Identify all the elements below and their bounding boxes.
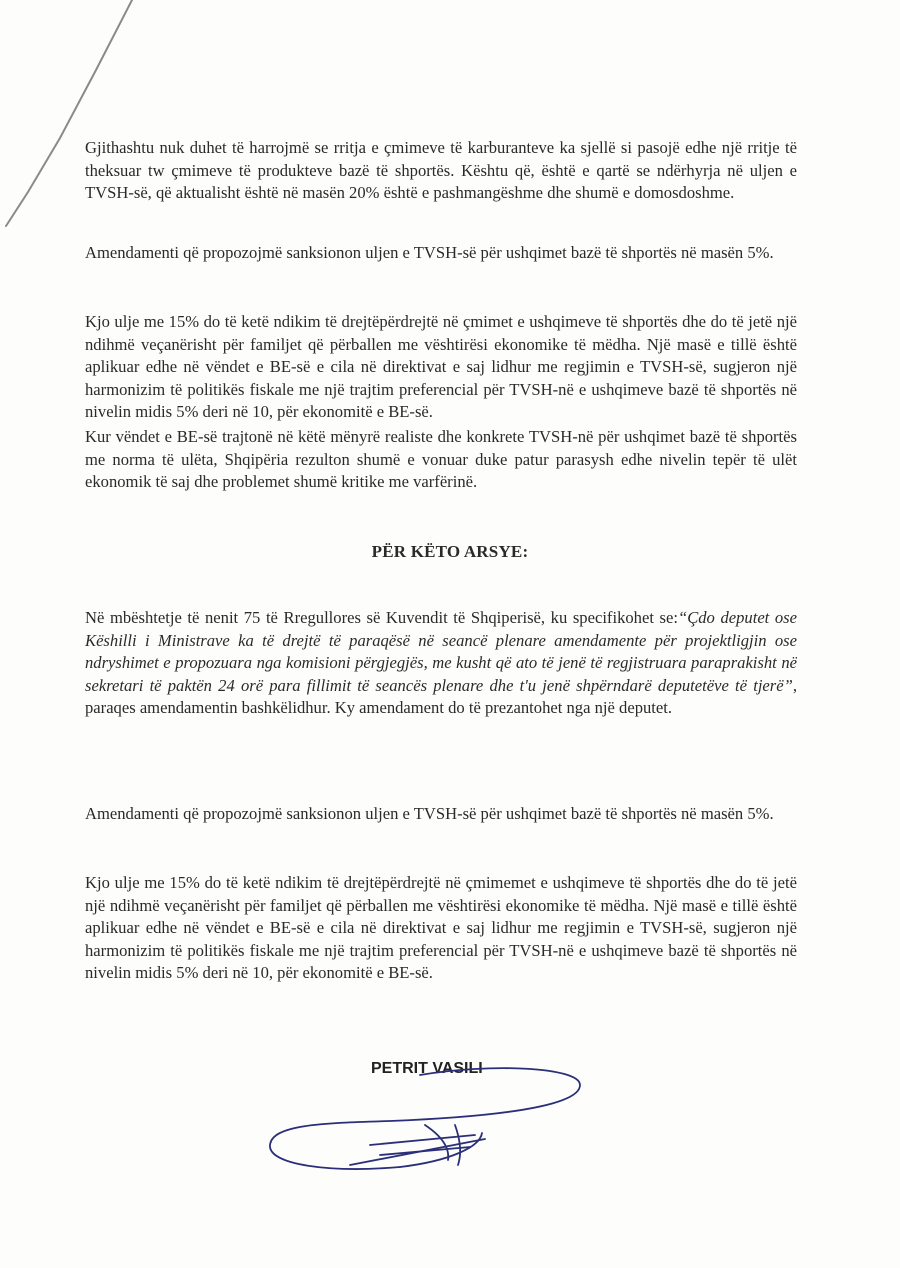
paragraph-legal-basis <box>85 607 797 720</box>
handwritten-signature <box>250 1055 600 1185</box>
legal-basis-outro: , paraqes amendamentin bashkëlidhur. Ky amendament do të prezantohet nga një deputet. <box>85 675 797 717</box>
section-heading: PËR KËTO ARSYE: <box>371 542 529 561</box>
legal-basis-intro: Në mbështetje të nenit 75 të Rregullores së Kuvendit të Shqiperisë, ku specifikohet se: <box>85 608 678 627</box>
signatory-name: PETRIT VASILI <box>371 1060 483 1077</box>
paragraph-eu-comparison: Kur vëndet e BE-së trajtonë në këtë mënyrë realiste dhe konkrete TVSH-në për ushqimet bazë të shportës me norma të ulëta, Shqipëria rezulton shumë e vonuar duke patur parasysh edhe nivelin tepër të ulët ekonomik të saj dhe problemet shumë kritike me varfërinë. <box>85 427 797 491</box>
paragraph-fuel-prices: Gjithashtu nuk duhet të harrojmë se rritja e çmimeve të karburanteve ka sjellë si pasojë edhe një rritje të theksuar tw çmimeve të produkteve bazë të shportës. Kështu që, është e qartë se ndërhyrja në uljen e TVSH-së, që aktualisht është në masën 20% është e pashmangëshme dhe shumë e domosdoshme. <box>85 138 797 202</box>
paragraph-amendment-proposal-repeat: Amendamenti që propozojmë sanksionon uljen e TVSH-së për ushqimet bazë të shportës në masën 5%. <box>85 804 774 823</box>
paragraph-impact-repeat: Kjo ulje me 15% do të ketë ndikim të drejtëpërdrejtë në çmimemet e ushqimeve të shportës dhe do të jetë një ndihmë veçanërisht për familjet që përballen me vështirësi ekonomike të mëdha. Një masë e tillë është aplikuar edhe në vëndet e BE-së e cila në direktivat e saj lidhur me regjimin e TVSH-së, sugjeron një harmonizim të politikës fiskale me një trajtim preferencial për TVSH-në e ushqimeve bazë të shportës në nivelin midis 5% deri në 10, për ekonomitë e BE-së. <box>85 873 797 982</box>
legal-basis-quote: “Çdo deputet ose Këshilli i Ministrave ka të drejtë të paraqësë në seancë plenare amendamente për projektligjin ose ndryshimet e propozuara nga komisioni përgjegjës, me kusht që ato të jenë të regjistruara paraprakisht në sekretari të paktën 24 orë para fillimit të seancës plenare dhe t'u jenë shpërndarë deputetëve të tjerë” <box>85 608 798 695</box>
paragraph-impact: Kjo ulje me 15% do të ketë ndikim të drejtëpërdrejtë në çmimet e ushqimeve të shportës dhe do të jetë një ndihmë veçanërisht për familjet që përballen me vështirësi ekonomike të mëdha. Një masë e tillë është aplikuar edhe në vëndet e BE-së e cila në direktivat e saj lidhur me regjimin e TVSH-së, sugjeron një harmonizim të politikës fiskale me një trajtim preferencial për TVSH-në e ushqimeve bazë të shportës në nivelin midis 5% deri në 10, për ekonomitë e BE-së. <box>85 312 797 421</box>
paragraph-amendment-proposal: Amendamenti që propozojmë sanksionon uljen e TVSH-së për ushqimet bazë të shportës në masën 5%. <box>85 243 774 262</box>
